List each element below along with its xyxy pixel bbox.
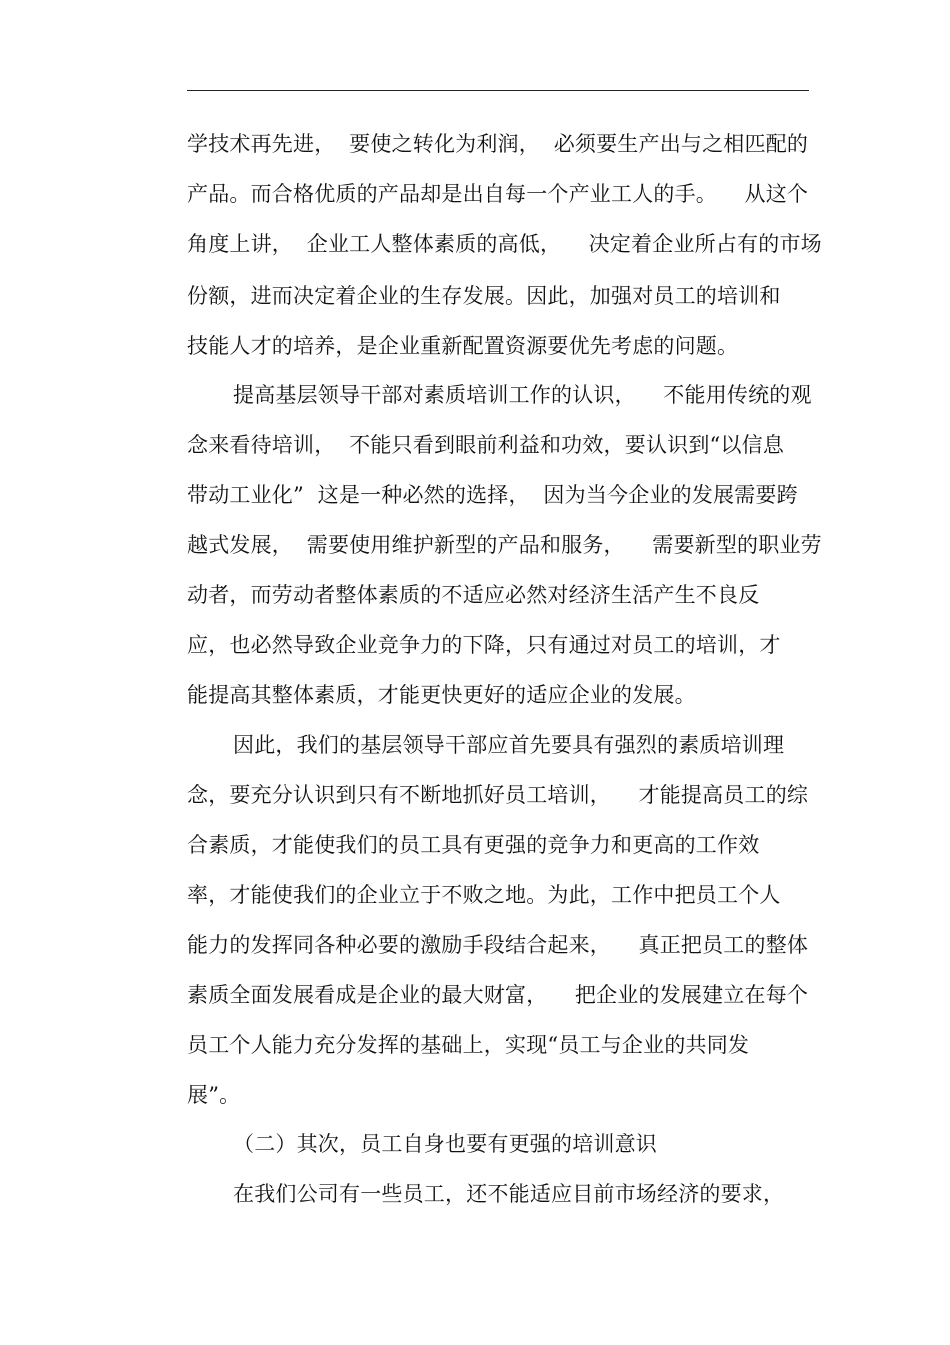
text-line: 合素质，才能使我们的员工具有更强的竞争力和更高的工作效 <box>187 833 760 857</box>
text-line: 份额，进而决定着企业的生存发展。因此，加强对员工的培训和 <box>187 284 781 308</box>
text-line: 念来看待培训， 不能只看到眼前利益和功效，要认识到“以信息 <box>187 433 785 457</box>
text-line: 动者，而劳动者整体素质的不适应必然对经济生活产生不良反 <box>187 583 760 607</box>
text-line: 带动工业化” 这是一种必然的选择， 因为当今企业的发展需要跨 <box>187 483 798 507</box>
text-line: 展”。 <box>187 1083 241 1107</box>
text-line: 念，要充分认识到只有不断地抓好员工培训， 才能提高员工的综 <box>187 783 809 807</box>
text-line: 在我们公司有一些员工，还不能适应目前市场经济的要求， <box>233 1182 785 1206</box>
text-line: 员工个人能力充分发挥的基础上，实现“员工与企业的共同发 <box>187 1033 750 1057</box>
text-line: 率，才能使我们的企业立于不败之地。为此，工作中把员工个人 <box>187 883 781 907</box>
text-line: 因此，我们的基层领导干部应首先要具有强烈的素质培训理 <box>233 733 785 757</box>
text-line: 越式发展， 需要使用维护新型的产品和服务， 需要新型的职业劳 <box>187 533 822 557</box>
text-line: 能力的发挥同各种必要的激励手段结合起来， 真正把员工的整体 <box>187 933 809 957</box>
text-line: 学技术再先进， 要使之转化为利润， 必须要生产出与之相匹配的 <box>187 132 809 156</box>
text-line: 技能人才的培养，是企业重新配置资源要优先考虑的问题。 <box>187 334 739 358</box>
text-line: 素质全面发展看成是企业的最大财富， 把企业的发展建立在每个 <box>187 983 809 1007</box>
text-line: 角度上讲， 企业工人整体素质的高低， 决定着企业所占有的市场 <box>187 232 822 256</box>
header-rule <box>187 90 809 91</box>
text-line: （二）其次，员工自身也要有更强的培训意识 <box>233 1132 657 1156</box>
text-line: 提高基层领导干部对素质培训工作的认识， 不能用传统的观 <box>233 383 812 407</box>
text-line: 能提高其整体素质，才能更快更好的适应企业的发展。 <box>187 683 696 707</box>
text-line: 应，也必然导致企业竞争力的下降，只有通过对员工的培训，才 <box>187 633 781 657</box>
text-line: 产品。而合格优质的产品却是出自每一个产业工人的手。 从这个 <box>187 182 809 206</box>
